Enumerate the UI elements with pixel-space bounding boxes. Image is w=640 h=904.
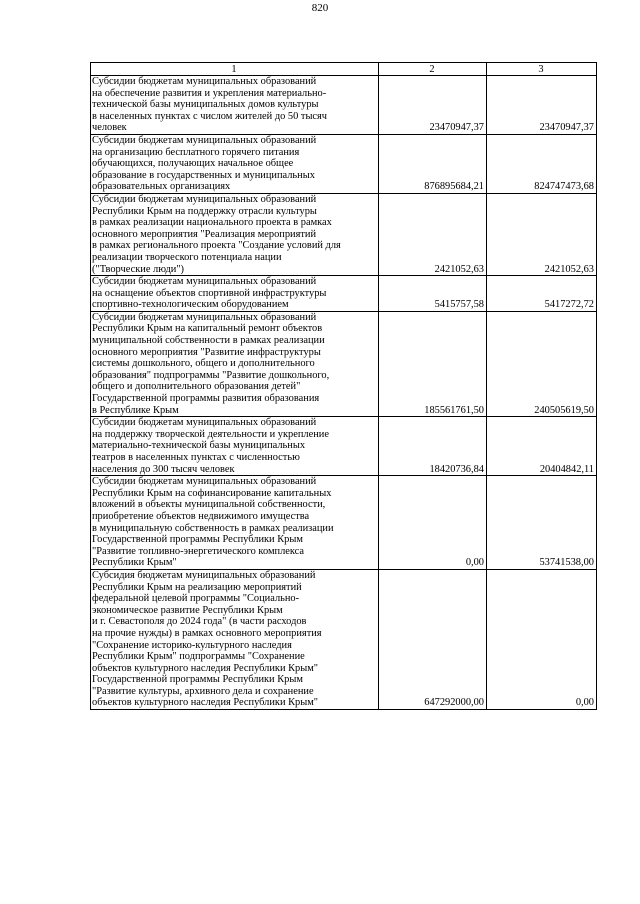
row-description: Субсидии бюджетам муниципальных образований на оснащение объектов спортивной инфраструктуры спортивно-технологическим оборудованием (91, 276, 379, 312)
row-amount-col2: 647292000,00 (379, 569, 487, 709)
column-header-3: 3 (487, 63, 597, 76)
row-description: Субсидии бюджетам муниципальных образований Республики Крым на софинансирование капитальных вложений в объекты муниципальной собственности, приобретение объектов недвижимого имущества в муниципальную собственность в рамках реализации Государственной программы Республики Крым "Развитие топливно-энергетического комплекса Республики Крым" (91, 476, 379, 570)
table-header-row (91, 63, 597, 76)
column-header-2: 2 (379, 63, 487, 76)
table-row (91, 76, 597, 135)
subsidies-table (90, 62, 597, 710)
table-row (91, 134, 597, 193)
table-row (91, 311, 597, 416)
row-amount-col3: 53741538,00 (487, 476, 597, 570)
row-amount-col2: 2421052,63 (379, 193, 487, 275)
row-amount-col3: 23470947,37 (487, 76, 597, 135)
row-amount-col3: 240505619,50 (487, 311, 597, 416)
row-amount-col2: 18420736,84 (379, 417, 487, 476)
table-row (91, 276, 597, 312)
row-description: Субсидии бюджетам муниципальных образований на поддержку творческой деятельности и укрепление материально-технической базы муниципальных театров в населенных пунктах с численностью населения до 300 тысяч человек (91, 417, 379, 476)
row-amount-col3: 20404842,11 (487, 417, 597, 476)
row-amount-col3: 0,00 (487, 569, 597, 709)
row-description: Субсидии бюджетам муниципальных образований Республики Крым на капитальный ремонт объектов муниципальной собственности в рамках реализации основного мероприятия "Развитие инфраструктуры системы дошкольного, общего и дополнительного образования" подпрограммы "Развитие дошкольного, общего и дополнительного образования детей" Государственной программы развития образования в Республике Крым (91, 311, 379, 416)
row-amount-col2: 0,00 (379, 476, 487, 570)
table-row (91, 476, 597, 570)
row-amount-col2: 876895684,21 (379, 134, 487, 193)
row-amount-col2: 5415757,58 (379, 276, 487, 312)
table-row (91, 417, 597, 476)
table-row (91, 569, 597, 709)
row-amount-col3: 5417272,72 (487, 276, 597, 312)
row-amount-col2: 23470947,37 (379, 76, 487, 135)
page-number: 820 (311, 2, 329, 14)
row-amount-col2: 185561761,50 (379, 311, 487, 416)
row-description: Субсидии бюджетам муниципальных образований на обеспечение развития и укрепления материально- технической базы муниципальных домов культуры в населенных пунктах с числом жителей до 50 тысяч человек (91, 76, 379, 135)
row-description: Субсидии бюджетам муниципальных образований Республики Крым на поддержку отрасли культуры в рамках реализации национального проекта в рамках основного мероприятия "Реализация мероприятий в рамках регионального проекта "Создание условий для реализации творческого потенциала нации ("Творческие люди") (91, 193, 379, 275)
row-amount-col3: 824747473,68 (487, 134, 597, 193)
table-row (91, 193, 597, 275)
row-amount-col3: 2421052,63 (487, 193, 597, 275)
row-description: Субсидия бюджетам муниципальных образований Республики Крым на реализацию мероприятий федеральной целевой программы "Социально- экономическое развитие Республики Крым и г. Севастополя до 2024 года" (в части расходов на прочие нужды) в рамках основного мероприятия "Сохранение историко-культурного наследия Республики Крым" подпрограммы "Сохранение объектов культурного наследия Республики Крым" Государственной программы Республики Крым "Развитие культуры, архивного дела и сохранение объектов культурного наследия Республики Крым" (91, 569, 379, 709)
column-header-1: 1 (91, 63, 379, 76)
row-description: Субсидии бюджетам муниципальных образований на организацию бесплатного горячего питания обучающихся, получающих начальное общее образование в государственных и муниципальных образовательных организациях (91, 134, 379, 193)
